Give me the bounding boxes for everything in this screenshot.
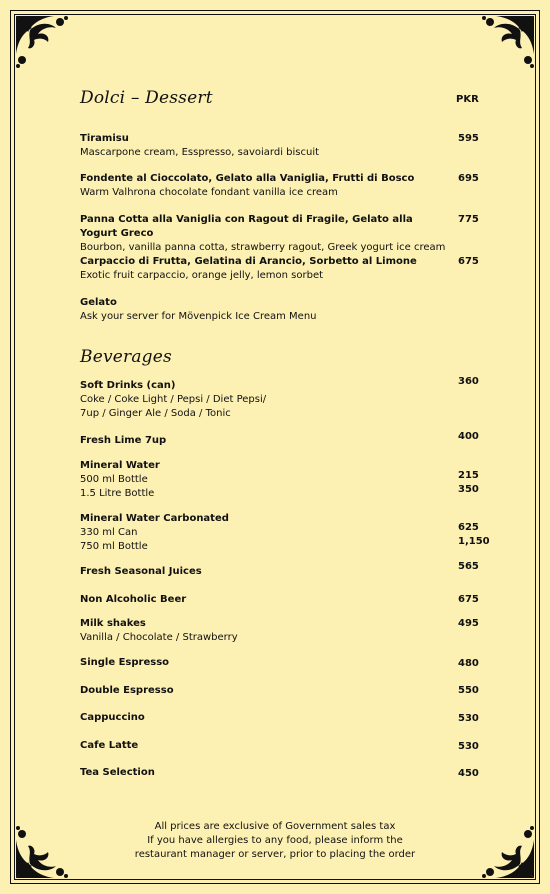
- item-price: 565: [458, 561, 479, 572]
- item-name: Milk shakes: [80, 618, 146, 629]
- item-price: 595: [458, 133, 479, 144]
- menu-item: [80, 617, 450, 645]
- item-description: Exotic fruit carpaccio, orange jelly, lemon sorbet: [80, 270, 324, 281]
- menu-item: [80, 255, 450, 283]
- menu-item: [80, 512, 450, 554]
- item-name: Cafe Latte: [80, 740, 139, 751]
- item-name: Fresh Seasonal Juices: [80, 566, 202, 577]
- item-name: Fresh Lime 7up: [80, 435, 167, 446]
- item-description: 7up / Ginger Ale / Soda / Tonic: [80, 408, 231, 419]
- item-name: Soft Drinks (can): [80, 380, 176, 391]
- dessert-section-title: Dolci – Dessert: [80, 88, 213, 108]
- item-name: Panna Cotta alla Vaniglia con Ragout di Fragile, Gelato alla Yogurt Greco: [80, 214, 413, 239]
- menu-item: [80, 132, 450, 160]
- item-description: 750 ml Bottle: [80, 541, 148, 552]
- item-description: Ask your server for Mövenpick Ice Cream Menu: [80, 311, 317, 322]
- item-name: Mineral Water Carbonated: [80, 513, 229, 524]
- item-description: 330 ml Can: [80, 527, 138, 538]
- tax-note: All prices are exclusive of Government sales tax: [154, 821, 396, 832]
- footer-note: [0, 820, 550, 862]
- corner-ornament-top-right: [476, 10, 540, 74]
- item-name: Fondente al Cioccolato, Gelato alla Vaniglia, Frutti di Bosco: [80, 173, 415, 184]
- item-name: Double Espresso: [80, 685, 174, 696]
- item-name: Cappuccino: [80, 712, 145, 723]
- item-name: Mineral Water: [80, 460, 160, 471]
- item-price: 530: [458, 741, 479, 752]
- item-price: 495: [458, 618, 479, 629]
- item-price: 675: [458, 594, 479, 605]
- menu-item: [80, 296, 450, 324]
- item-name: Tea Selection: [80, 767, 155, 778]
- menu-item: [80, 684, 450, 698]
- menu-item: [80, 434, 450, 448]
- menu-item: [80, 459, 450, 501]
- item-price: 450: [458, 768, 479, 779]
- menu-item: [80, 213, 450, 255]
- item-description: Vanilla / Chocolate / Strawberry: [80, 632, 238, 643]
- item-name: Gelato: [80, 297, 117, 308]
- item-price: 530: [458, 713, 479, 724]
- item-description: 1.5 Litre Bottle: [80, 488, 155, 499]
- menu-item: [80, 656, 450, 670]
- allergy-note-cont: restaurant manager or server, prior to placing the order: [134, 849, 416, 860]
- menu-item: [80, 565, 450, 579]
- beverages-section-title: Beverages: [80, 347, 172, 367]
- item-price: 350: [458, 484, 479, 495]
- item-description: Bourbon, vanilla panna cotta, strawberry ragout, Greek yogurt ice cream: [80, 242, 446, 253]
- menu-item: [80, 766, 450, 780]
- item-name: Tiramisu: [80, 133, 129, 144]
- item-name: Non Alcoholic Beer: [80, 594, 187, 605]
- item-price: 775: [458, 214, 479, 225]
- allergy-note: If you have allergies to any food, please inform the: [147, 835, 403, 846]
- item-price: 675: [458, 256, 479, 267]
- item-description: Coke / Coke Light / Pepsi / Diet Pepsi/: [80, 394, 267, 405]
- menu-item: [80, 379, 450, 421]
- item-name: Carpaccio di Frutta, Gelatina di Arancio, Sorbetto al Limone: [80, 256, 417, 267]
- item-price: 360: [458, 376, 479, 387]
- item-price: 695: [458, 173, 479, 184]
- item-name: Single Espresso: [80, 657, 170, 668]
- item-description: Warm Valhrona chocolate fondant vanilla ice cream: [80, 187, 338, 198]
- currency-label: PKR: [456, 94, 479, 105]
- menu-item: [80, 739, 450, 753]
- corner-ornament-top-left: [10, 10, 74, 74]
- item-description: Mascarpone cream, Esspresso, savoiardi biscuit: [80, 147, 320, 158]
- item-price: 400: [458, 431, 479, 442]
- menu-item: [80, 593, 450, 607]
- menu-item: [80, 172, 450, 200]
- item-price: 215: [458, 470, 479, 481]
- item-price: 480: [458, 658, 479, 669]
- item-description: 500 ml Bottle: [80, 474, 148, 485]
- item-price: 625: [458, 522, 479, 533]
- item-price: 550: [458, 685, 479, 696]
- item-price: 1,150: [458, 536, 490, 547]
- menu-item: [80, 711, 450, 725]
